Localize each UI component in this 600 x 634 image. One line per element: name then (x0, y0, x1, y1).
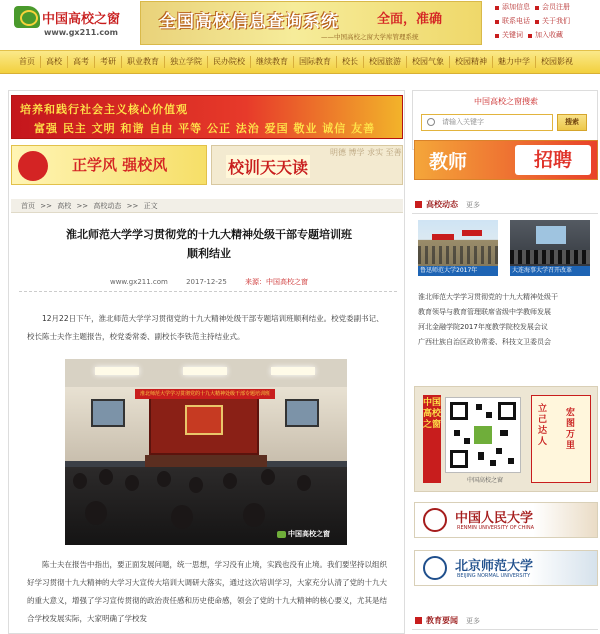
qr-caption: 中国高校之窗 (466, 477, 503, 484)
news-link[interactable]: 河北金融学院2017年度教学院校发展会议 (418, 323, 548, 331)
top-link[interactable]: 添加信息 (494, 3, 530, 11)
article-paragraph: 12月22日下午，淮北师范大学学习贯彻党的十九大精神处级干部专题培训班顺利结业。校党委副书记、校长陈士夫作主题报告，校党委常委、副校长李铁范主持结业式。 (27, 314, 384, 341)
qr-right-text: 立己达人 (538, 404, 548, 447)
banner-slogan: 全面，准确 (377, 12, 443, 27)
nav-item[interactable]: 独立学院 (165, 56, 208, 68)
photo-head (223, 473, 237, 489)
news-link[interactable]: 广西壮族自治区政协常委、科技文卫委员会 (418, 338, 551, 346)
motto-banner[interactable] (211, 145, 403, 185)
photo-head (157, 471, 171, 487)
nav-item[interactable]: 高考 (68, 56, 95, 68)
breadcrumb (11, 199, 403, 213)
thumb-flag (462, 230, 482, 236)
header-banner[interactable] (140, 1, 482, 45)
top-link[interactable]: 联系电话 (494, 17, 530, 25)
qr-code-icon (445, 397, 521, 473)
photo-stage-banner: 淮北师范大学学习贯彻党的十九大精神处级干部专题培训班 (135, 389, 275, 399)
photo-head (297, 475, 311, 491)
nav-item[interactable]: 校长 (337, 56, 364, 68)
nav-item[interactable]: 校园影视 (541, 57, 573, 66)
photo-head (125, 475, 139, 491)
university-seal-icon (423, 556, 447, 580)
breadcrumb-sep: >> (126, 202, 139, 210)
qr-code-banner[interactable] (414, 386, 598, 492)
article-title-line2: 顺利结业 (187, 247, 231, 260)
article-title (19, 225, 399, 263)
site-logo[interactable] (14, 6, 132, 40)
values-banner-line2: 富强 民主 文明 和谐 自由 平等 公正 法治 爱国 敬业 诚信 友善 (34, 122, 376, 135)
search-button[interactable]: 搜索 (557, 114, 587, 131)
site-header (0, 0, 600, 48)
teacher-recruit-banner[interactable] (414, 140, 598, 180)
photo-watermark-text: 中国高校之窗 (288, 530, 330, 538)
university-name: 中国人民大学 (455, 511, 534, 526)
nav-item[interactable]: 首页 (14, 56, 41, 68)
top-link[interactable]: 加入收藏 (527, 31, 563, 39)
badge-icon (18, 151, 48, 181)
breadcrumb-link[interactable]: 高校 (57, 202, 72, 210)
nav-item[interactable]: 国际教育 (294, 56, 337, 68)
qr-right-panel (531, 395, 591, 483)
photo-side-screen (91, 399, 125, 427)
news-thumbnail[interactable] (418, 220, 498, 276)
article-photo[interactable] (65, 359, 347, 545)
university-name: 北京师范大学 (455, 559, 534, 574)
thumbnail-caption: 鲁迅师范大学2017年 (418, 266, 498, 276)
top-links (494, 2, 598, 44)
logo-name: 中国高校之窗 (42, 12, 121, 27)
photo-light (95, 367, 139, 375)
photo-ceiling (65, 359, 347, 387)
photo-light (271, 367, 315, 375)
nav-item[interactable]: 考研 (95, 56, 122, 68)
photo-watermark (277, 529, 330, 539)
university-banner-bnu[interactable] (414, 550, 598, 586)
nav-item[interactable]: 民办院校 (208, 56, 251, 68)
photo-head (189, 477, 203, 493)
style-banner[interactable] (11, 145, 207, 185)
university-seal-icon (423, 508, 447, 532)
meta-divider (19, 291, 397, 292)
thumb-people (510, 250, 590, 264)
section-title: 教育要闻 (426, 616, 458, 625)
article-paragraph: 陈士夫在报告中指出，要正面发展问题，统一思想，学习没有止境，实践也没有止境。我们要坚持以组织好学习贯彻十九大精神的大学习大宣传大培训大调研大落实，通过这次培训学习，大家充分认清了党的十九大的重大意义，增强了学习宣传贯彻的政治责任感和历史使命感，领会了党的十九大精神的核心要义，尤其是结合学校发展实际，大家明确了学校发 (27, 560, 387, 623)
university-name-en: BEIJING NORMAL UNIVERSITY (457, 573, 531, 579)
news-link[interactable]: 教育领导与教育管理联席省级中学教师发展 (418, 308, 551, 316)
logo-mark-icon (14, 6, 40, 28)
photo-head (85, 501, 107, 525)
breadcrumb-link[interactable]: 高校动态 (93, 202, 122, 210)
photo-light (183, 367, 227, 375)
nav-item[interactable]: 继续教育 (251, 56, 294, 68)
article-date: 2017-12-25 (186, 278, 227, 286)
nav-item[interactable]: 魅力中学 (493, 56, 536, 68)
logo-url: www.gx211.com (44, 28, 118, 37)
news-thumbnail[interactable] (510, 220, 590, 276)
photo-head (261, 469, 275, 485)
article-meta (19, 277, 399, 287)
nav-item[interactable]: 校园气象 (407, 56, 450, 68)
photo-head (73, 473, 87, 489)
values-banner[interactable] (11, 95, 403, 139)
university-name-en: RENMIN UNIVERSITY OF CHINA (457, 525, 535, 531)
breadcrumb-current: 正文 (143, 202, 158, 210)
top-link[interactable]: 会员注册 (534, 3, 570, 11)
thumb-people (418, 246, 498, 264)
thumbnail-caption: 大连海事大学召开改革 (510, 266, 590, 276)
values-banner-line1: 培养和践行社会主义核心价值观 (20, 103, 188, 116)
main-nav (0, 50, 600, 74)
article-site: www.gx211.com (109, 278, 168, 286)
article-title-line1: 淮北师范大学学习贯彻党的十九大精神处级干部专题培训班 (66, 228, 352, 241)
more-link[interactable]: 更多 (466, 617, 480, 625)
photo-head (243, 503, 265, 527)
nav-item[interactable]: 校园旅游 (364, 56, 407, 68)
news-link[interactable]: 淮北师范大学学习贯彻党的十九大精神处级干 (418, 293, 558, 301)
article-source: 来源：中国高校之窗 (245, 278, 309, 286)
nav-item[interactable]: 高校 (41, 56, 68, 68)
recruit-label: 教师 (429, 151, 468, 173)
qr-right-text: 宏图万里 (566, 408, 576, 451)
thumb-flag (432, 234, 454, 240)
sidebar (412, 90, 598, 634)
photo-screen (185, 405, 223, 435)
top-link[interactable]: 关于我们 (534, 17, 570, 25)
top-link[interactable]: 关键词 (494, 31, 523, 39)
photo-side-screen (285, 399, 319, 427)
more-link[interactable]: 更多 (466, 201, 480, 209)
breadcrumb-link[interactable]: 首页 (21, 202, 35, 210)
breadcrumb-sep: >> (40, 202, 52, 210)
search-icon (427, 118, 435, 126)
nav-item[interactable]: 职业教育 (122, 56, 165, 68)
motto-banner-calligraphy: 明德 博学 求实 至善 (330, 148, 402, 157)
recruit-label: 招聘 (515, 145, 591, 175)
photo-head (99, 469, 113, 485)
style-banner-text: 正学风 强校风 (72, 156, 168, 174)
section-header-college-news (412, 196, 598, 214)
news-list (418, 290, 594, 350)
logo-mark-icon (277, 531, 286, 538)
search-input[interactable]: 请输入关键字 (421, 114, 553, 131)
main-content (8, 90, 405, 634)
thumb-screen (536, 226, 566, 244)
banner-title: 全国高校信息查询系统 (159, 12, 339, 32)
qr-left-label: 中国高校之窗 (423, 395, 441, 483)
nav-item[interactable]: 校园精神 (450, 56, 493, 68)
motto-banner-text: 校训天天读 (226, 155, 310, 178)
university-banner-ruc[interactable] (414, 502, 598, 538)
banner-subtitle: ——中国高校之窗大学库管理系统 (321, 33, 419, 41)
breadcrumb-sep: >> (76, 202, 89, 210)
section-header-education-news (412, 612, 598, 630)
photo-head (171, 505, 193, 529)
search-title: 中国高校之窗搜索 (474, 97, 538, 106)
section-title: 高校动态 (426, 200, 458, 209)
